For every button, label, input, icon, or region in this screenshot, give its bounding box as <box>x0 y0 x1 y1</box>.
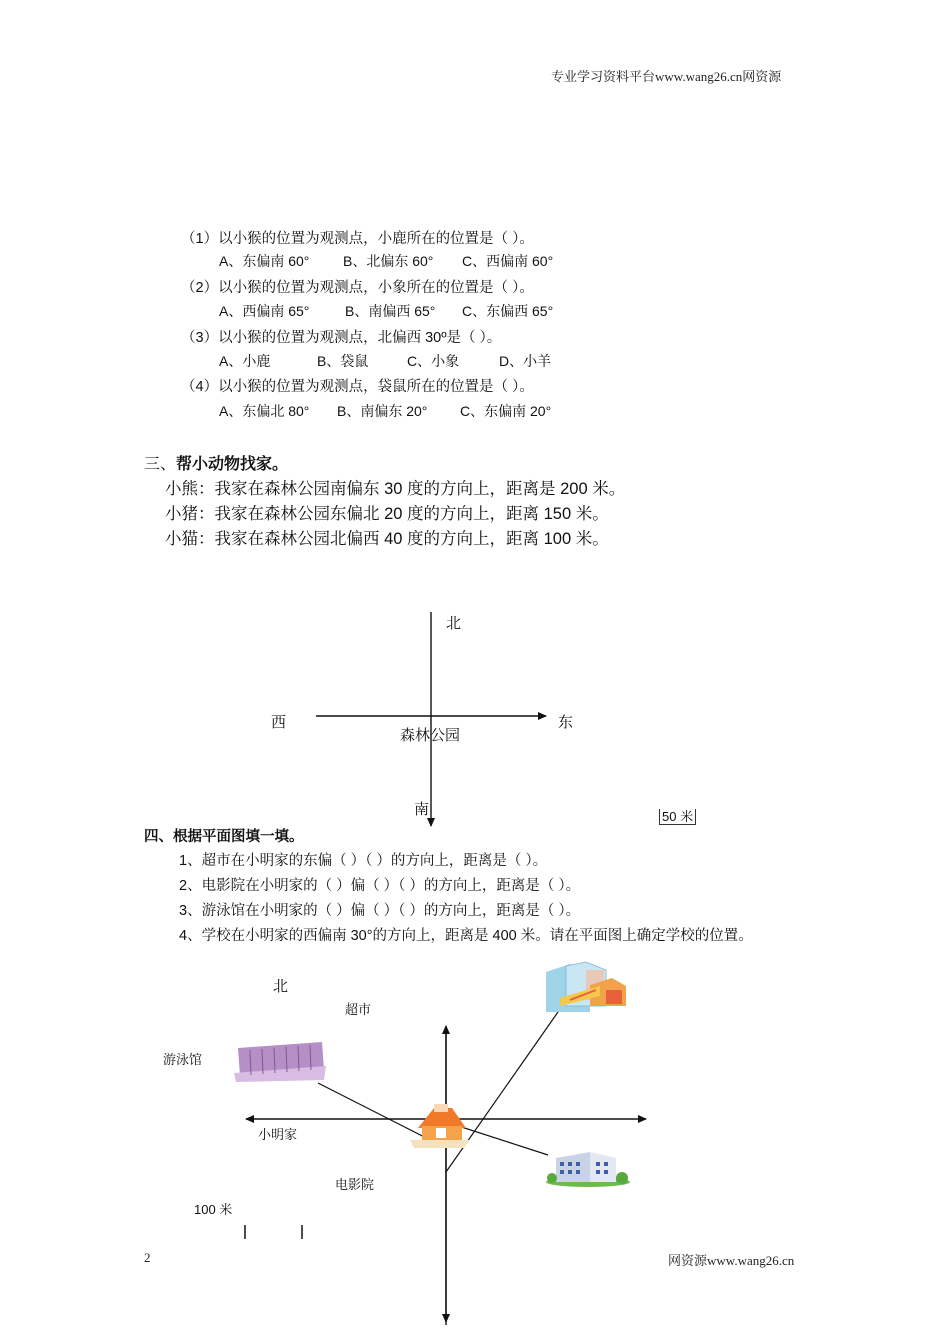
q3-option-c: C、小象 <box>407 353 460 369</box>
q3-option-b: B、袋鼠 <box>317 353 369 369</box>
compass-east-label: 东 <box>558 714 574 731</box>
question-1: （1）以小猴的位置为观测点，小鹿所在的位置是（ ）。 <box>181 231 534 247</box>
section4-item-3: 3、游泳馆在小明家的（ ）偏（ ）（ ）的方向上，距离是（ ）。 <box>179 903 581 919</box>
compass-south-label: 南 <box>414 801 430 818</box>
section3-prefix: 三、 <box>144 456 177 473</box>
section4-title: 四、根据平面图填一填。 <box>144 829 304 845</box>
section3-title: 帮小动物找家。 <box>176 456 289 473</box>
story-pig: 小猪：我家在森林公园东偏北 20 度的方向上，距离 150 米。 <box>165 505 609 523</box>
top-right-building-icon <box>546 962 626 1012</box>
page-footer: 网资源www.wang26.cn <box>668 1253 795 1268</box>
q1-option-a: A、东偏南 60° <box>219 253 310 269</box>
forest-park-label: 森林公园 <box>400 727 461 744</box>
story-bear: 小熊：我家在森林公园南偏东 30 度的方向上，距离是 200 米。 <box>165 480 626 498</box>
map-north-label: 北 <box>273 978 289 995</box>
q4-option-b: B、南偏东 20° <box>337 403 428 419</box>
forest-compass <box>316 612 546 826</box>
q3-option-d: D、小羊 <box>499 353 552 369</box>
map-cinema-label: 电影院 <box>335 1177 375 1192</box>
q4-option-c: C、东偏南 20° <box>460 403 552 419</box>
q3-option-a: A、小鹿 <box>219 353 271 369</box>
compass-west-label: 西 <box>271 714 287 731</box>
q4-option-a: A、东偏北 80° <box>219 403 310 419</box>
q1-option-c: C、西偏南 60° <box>462 253 554 269</box>
pool-building-icon <box>234 1042 326 1082</box>
q2-option-a: A、西偏南 65° <box>219 303 310 319</box>
q2-option-c: C、东偏西 65° <box>462 303 554 319</box>
question-2: （2）以小猴的位置为观测点，小象所在的位置是（ ）。 <box>181 280 534 296</box>
map-scale-bar <box>245 1225 302 1239</box>
section4-item-4: 4、学校在小明家的西偏南 30°的方向上，距离是 400 米。请在平面图上确定学校的位置。 <box>179 928 753 944</box>
page-header: 专业学习资料平台www.wang26.cn网资源 <box>551 69 782 84</box>
question-3: （3）以小猴的位置为观测点，北偏西 30º是（ ）。 <box>181 330 502 346</box>
section4-item-1: 1、超市在小明家的东偏（ ）（ ）的方向上，距离是（ ）。 <box>179 853 548 869</box>
map-supermarket-label: 超市 <box>345 1002 372 1017</box>
bottom-right-building-icon <box>546 1152 630 1187</box>
map-scale-label: 100 米 <box>194 1202 233 1217</box>
compass-north-label: 北 <box>446 615 462 632</box>
section4-item-2: 2、电影院在小明家的（ ）偏（ ）（ ）的方向上，距离是（ ）。 <box>179 878 581 894</box>
q2-option-b: B、南偏西 65° <box>345 303 436 319</box>
q1-option-b: B、北偏东 60° <box>343 253 434 269</box>
scale-50m: 50 米 <box>659 809 696 825</box>
map-home-label: 小明家 <box>258 1127 298 1142</box>
question-4: （4）以小猴的位置为观测点，袋鼠所在的位置是（ ）。 <box>181 379 534 395</box>
story-cat: 小猫：我家在森林公园北偏西 40 度的方向上，距离 100 米。 <box>165 530 609 548</box>
home-icon <box>410 1104 470 1148</box>
map-pool-label: 游泳馆 <box>163 1052 203 1067</box>
page-number: 2 <box>144 1250 151 1265</box>
